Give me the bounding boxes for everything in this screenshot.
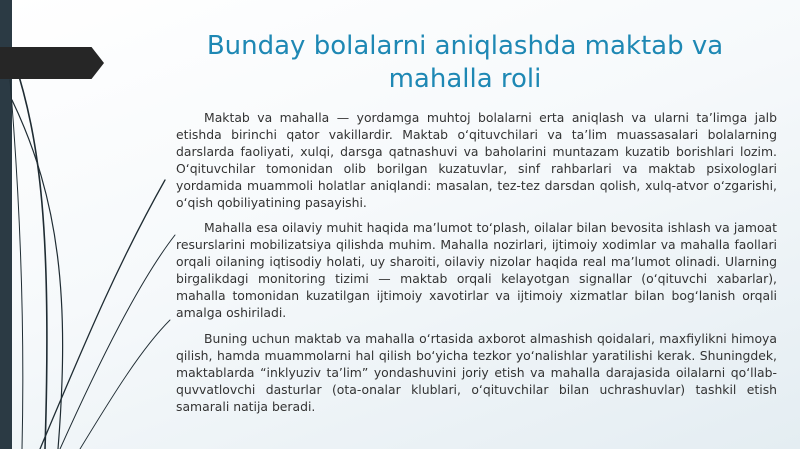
body-paragraph-1: Maktab va mahalla — yordamga muhtoj bolalarni erta aniqlash va ularni ta’limga jalb etishda birinchi qator vakillardir. Maktab o‘qituvchilari va ta’lim muassasalari bolalarning darslarda faoliyati, xulqi, darsga qatnashuvi va baholarini muntazam kuzatib borishlari lozim. O‘qituvchilar tomonidan olib borilgan kuzatuvlar, sinf rahbarlari va maktab psixologlari yordamida muammoli holatlar aniqlandi: masalan, tez-tez darsdan qolish, xulq-atvor o‘zgarishi, o‘qish qobiliyatining pasayishi. <box>176 110 777 210</box>
slide-body <box>176 110 777 424</box>
body-paragraph-3: Buning uchun maktab va mahalla o‘rtasida axborot almashish qoidalari, maxfiylikni himoya qilish, hamda muammolarni hal qilish bo‘yicha tezkor yo‘nalishlar yaratilishi kerak. Shuningdek, maktablarda “inklyuziv ta’lim” yondashuvini joriy etish va mahalla darajasida oilalarni qo‘llab-quvvatlovchi dasturlar (ota-onalar klublari, o‘qituvchilar bilan uchrashuvlar) tashkil etish samarali natija beradi. <box>176 330 777 414</box>
body-paragraph-2: Mahalla esa oilaviy muhit haqida ma’lumot to‘plash, oilalar bilan bevosita ishlash va jamoat resurslarini mobilizatsiya qilishda muhim. Mahalla nozirlari, ijtimoiy xodimlar va mahalla faollari orqali oilaning iqtisodiy holati, uy sharoiti, oilaviy nizolar haqida real ma’lumot olinadi. Ularning birgalikdagi monitoring tizimi — maktab orqali kelayotgan signallar (o‘qituvchi xabarlar), mahalla tomonidan kuzatilgan ijtimoiy xavotirlar va ijtimoiy xizmatlar bilan bog‘lanish orqali amalga oshiriladi. <box>176 220 777 320</box>
slide-title: Bunday bolalarni aniqlashda maktab va mahalla roli <box>206 31 724 94</box>
title-tab-marker <box>0 47 104 79</box>
